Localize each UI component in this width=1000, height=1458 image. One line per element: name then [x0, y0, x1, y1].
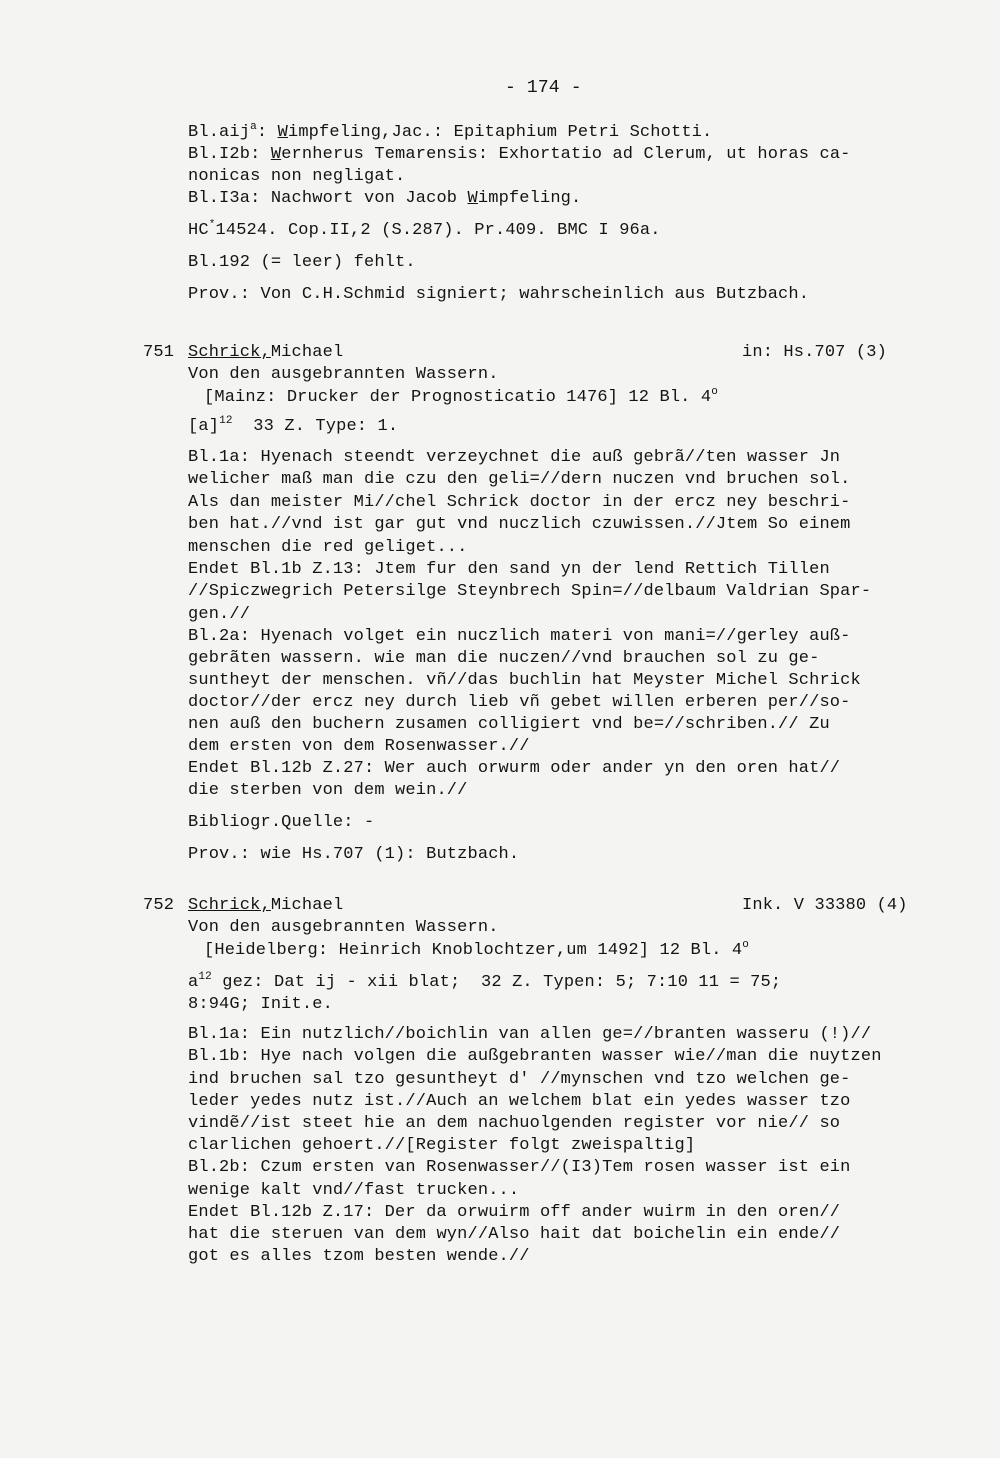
text-line: Endet Bl.12b Z.27: Wer auch orwurm oder ander yn den oren hat//	[188, 759, 841, 778]
header-line-5	[188, 221, 661, 241]
imprint-text: [Mainz: Drucker der Prognosticatio 1476] 12 Bl. 4	[204, 388, 712, 407]
underlined-letter: W	[270, 145, 282, 164]
header-text: ernherus Temarensis: Exhortatio ad Clerum, ut horas ca-	[281, 145, 851, 164]
collation-text: a	[188, 973, 199, 992]
text-line: Endet Bl.1b Z.13: Jtem fur den sand yn der lend Rettich Tillen	[188, 560, 830, 579]
provenance: Prov.: wie Hs.707 (1): Butzbach.	[188, 845, 520, 864]
author-forename: Michael	[270, 343, 344, 362]
text-line: dem ersten von dem Rosenwasser.//	[188, 737, 530, 756]
entry-author	[188, 343, 343, 363]
text-line: nen auß den buchern zusamen colligiert vnd be=//schriben.// Zu	[188, 715, 830, 734]
text-line: Bl.2a: Hyenach volget ein nuczlich materi von mani=//gerley auß-	[188, 627, 851, 646]
text-line: leder yedes nutz ist.//Auch an welchem blat ein yedes wasser tzo	[188, 1092, 851, 1111]
author-forename: Michael	[270, 896, 344, 915]
header-text: Bl.I2b:	[188, 145, 271, 164]
entry-title: Von den ausgebrannten Wassern.	[188, 918, 499, 937]
text-line: gen.//	[188, 605, 251, 624]
text-line: vindẽ//ist steet hie an dem nachuolgenden register vor nie// so	[188, 1114, 841, 1133]
text-line: Bl.2b: Czum ersten van Rosenwasser//(I3)Tem rosen wasser ist ein	[188, 1158, 851, 1177]
superscript: a	[250, 121, 257, 133]
header-text: HC	[188, 221, 209, 240]
header-line-4	[188, 189, 581, 209]
entry-location: in: Hs.707 (3)	[742, 343, 887, 362]
text-line: welicher maß man die czu den geli=//dern nuczen vnd bruchen sol.	[188, 470, 851, 489]
text-line: got es alles tzom besten wende.//	[188, 1247, 530, 1266]
entry-number: 751	[143, 343, 175, 362]
header-line-1	[188, 123, 712, 143]
header-line-3: nonicas non negligat.	[188, 167, 406, 186]
text-line: Endet Bl.12b Z.17: Der da orwuirm off ander wuirm in den oren//	[188, 1203, 841, 1222]
bibliogr-source: Bibliogr.Quelle: -	[188, 813, 375, 832]
header-text: impfeling.	[477, 189, 582, 208]
entry-title: Von den ausgebrannten Wassern.	[188, 365, 499, 384]
entry-collation-cont: 8:94G; Init.e.	[188, 995, 333, 1014]
superscript: o	[742, 939, 750, 951]
header-text: 14524. Cop.II,2 (S.287). Pr.409. BMC I 96a.	[215, 221, 661, 240]
collation-text: 33 Z. Type: 1.	[232, 417, 399, 436]
entry-collation	[188, 973, 781, 993]
entry-collation	[188, 417, 398, 437]
superscript: *	[208, 219, 216, 231]
superscript: 12	[198, 971, 212, 983]
entry-imprint	[204, 388, 718, 408]
header-text: Bl.aij	[188, 123, 251, 142]
header-line-2	[188, 145, 851, 165]
text-line: doctor//der ercz ney durch lieb vñ gebet willen erberen per//so-	[188, 693, 851, 712]
text-line: Bl.1b: Hye nach volgen die außgebranten wasser wie//man die nuytzen	[188, 1047, 882, 1066]
header-text: :	[256, 123, 278, 142]
page-number: - 174 -	[505, 78, 582, 98]
author-surname: Schrick,	[188, 343, 271, 362]
entry-location: Ink. V 33380 (4)	[742, 896, 908, 915]
header-text: Bl.I3a: Nachwort von Jacob	[188, 189, 468, 208]
text-line: die sterben von dem wein.//	[188, 781, 468, 800]
text-line: gebrãten wassern. wie man die nuczen//vnd brauchen sol zu ge-	[188, 649, 820, 668]
text-line: menschen die red geliget...	[188, 538, 468, 557]
entry-number: 752	[143, 896, 175, 915]
underlined-letter: W	[467, 189, 478, 208]
text-line: ben hat.//vnd ist gar gut vnd nuczlich czuwissen.//Jtem So einem	[188, 515, 851, 534]
superscript: o	[711, 386, 718, 398]
entry-imprint	[204, 941, 749, 961]
underlined-letter: W	[277, 123, 288, 142]
text-line: //Spiczwegrich Petersilge Steynbrech Spin=//delbaum Valdrian Spar-	[188, 582, 872, 601]
text-line: Bl.1a: Hyenach steendt verzeychnet die auß gebrã//ten wasser Jn	[188, 448, 841, 467]
text-line: suntheyt der menschen. vñ//das buchlin hat Meyster Michel Schrick	[188, 671, 861, 690]
entry-author	[188, 896, 343, 916]
collation-text: [a]	[188, 417, 220, 436]
author-surname: Schrick,	[188, 896, 271, 915]
superscript: 12	[219, 415, 233, 427]
text-line: ind bruchen sal tzo gesuntheyt d' //mynschen vnd tzo welchen ge-	[188, 1070, 851, 1089]
header-line-7: Prov.: Von C.H.Schmid signiert; wahrscheinlich aus Butzbach.	[188, 285, 810, 304]
text-line: wenige kalt vnd//fast trucken...	[188, 1181, 520, 1200]
imprint-text: [Heidelberg: Heinrich Knoblochtzer,um 1492] 12 Bl. 4	[204, 941, 743, 960]
header-line-6: Bl.192 (= leer) fehlt.	[188, 253, 416, 272]
text-line: Als dan meister Mi//chel Schrick doctor in der ercz ney beschri-	[188, 493, 851, 512]
header-text: impfeling,Jac.: Epitaphium Petri Schotti.	[287, 123, 713, 142]
collation-text: gez: Dat ij - xii blat; 32 Z. Typen: 5; 7:10 11 = 75;	[211, 973, 782, 992]
text-line: hat die steruen van dem wyn//Also hait dat boichelin ein ende//	[188, 1225, 841, 1244]
text-line: clarlichen gehoert.//[Register folgt zweispaltig]	[188, 1136, 696, 1155]
text-line: Bl.1a: Ein nutzlich//boichlin van allen ge=//branten wasseru (!)//	[188, 1025, 872, 1044]
